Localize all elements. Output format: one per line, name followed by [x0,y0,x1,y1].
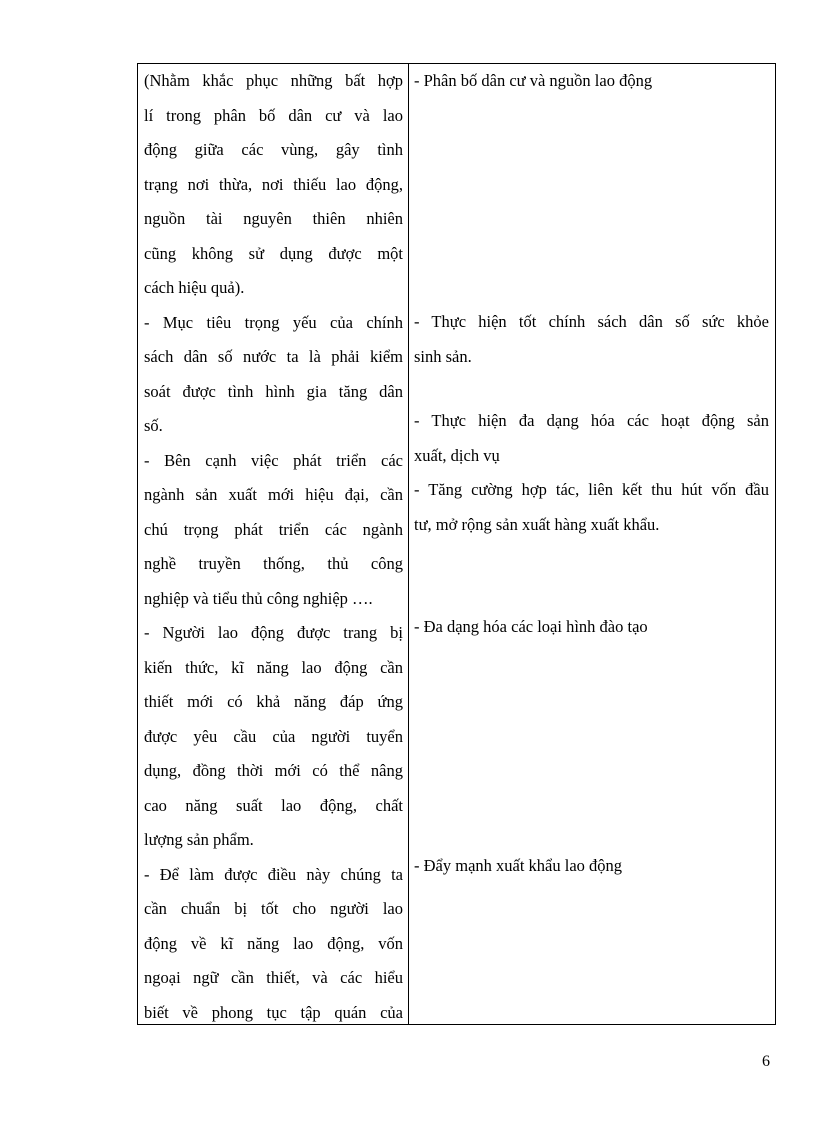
left-line: ngành sản xuất mới hiệu đại, cần [144,485,403,504]
left-line: nguồn tài nguyên thiên nhiên [144,209,403,228]
left-line: được yêu cầu của người tuyển [144,726,403,746]
column-divider [408,64,409,1024]
left-line: nghề truyền thống, thủ công [144,554,403,573]
left-line: lí trong phân bố dân cư và lao [144,105,403,125]
left-line: cũng không sử dụng được một [144,243,403,263]
left-line: số. [144,416,163,435]
right-item [414,473,769,542]
left-line: kiến thức, kĩ năng lao động cần [144,657,403,677]
left-line: động về kĩ năng lao động, vốn [144,933,403,953]
left-line: soát được tình hình gia tăng dân [144,381,403,401]
right-item [414,404,769,473]
left-line: cách hiệu quả). [144,278,245,297]
left-line: cao năng suất lao động, chất [144,795,403,815]
right-line: - Thực hiện tốt chính sách dân số sức khỏe [414,312,769,331]
right-item [414,610,769,645]
left-line: (Nhằm khắc phục những bất hợp [144,71,403,90]
left-line: thiết mới có khả năng đáp ứng [144,692,403,711]
left-line: ngoại ngữ cần thiết, và các hiểu [144,968,403,987]
left-line: trạng nơi thừa, nơi thiếu lao động, [144,174,403,194]
right-line: - Tăng cường hợp tác, liên kết thu hút vốn đầu [414,480,769,499]
right-item [414,849,769,884]
left-line: chú trọng phát triển các ngành [144,519,403,539]
left-line: - Mục tiêu trọng yếu của chính [144,312,403,332]
left-line: nghiệp và tiểu thủ công nghiệp …. [144,588,373,608]
right-item [414,305,769,374]
right-line: xuất, dịch vụ [414,445,500,465]
right-item [414,64,769,99]
left-line: - Để làm được điều này chúng ta [144,864,403,884]
content-table [137,63,776,1025]
left-line: sách dân số nước ta là phải kiểm [144,347,403,366]
left-line: - Người lao động được trang bị [144,623,403,642]
right-line: tư, mở rộng sản xuất hàng xuất khẩu. [414,514,660,534]
left-line: lượng sản phẩm. [144,830,254,849]
left-line: động giữa các vùng, gây tình [144,140,403,159]
left-column-cell [138,64,408,1030]
right-line: - Thực hiện đa dạng hóa các hoạt động sản [414,411,769,430]
left-line: dụng, đồng thời mới có thể nâng [144,761,403,780]
left-line: biết về phong tục tập quán của [144,1002,403,1022]
right-line: - Đẩy mạnh xuất khẩu lao động [414,856,623,875]
right-line: - Phân bố dân cư và nguồn lao động [414,71,653,90]
page-number: 6 [762,1053,770,1070]
left-line: - Bên cạnh việc phát triển các [144,450,403,470]
right-line: - Đa dạng hóa các loại hình đào tạo [414,617,648,636]
right-line: sinh sản. [414,346,472,366]
left-line: cần chuẩn bị tốt cho người lao [144,899,403,918]
